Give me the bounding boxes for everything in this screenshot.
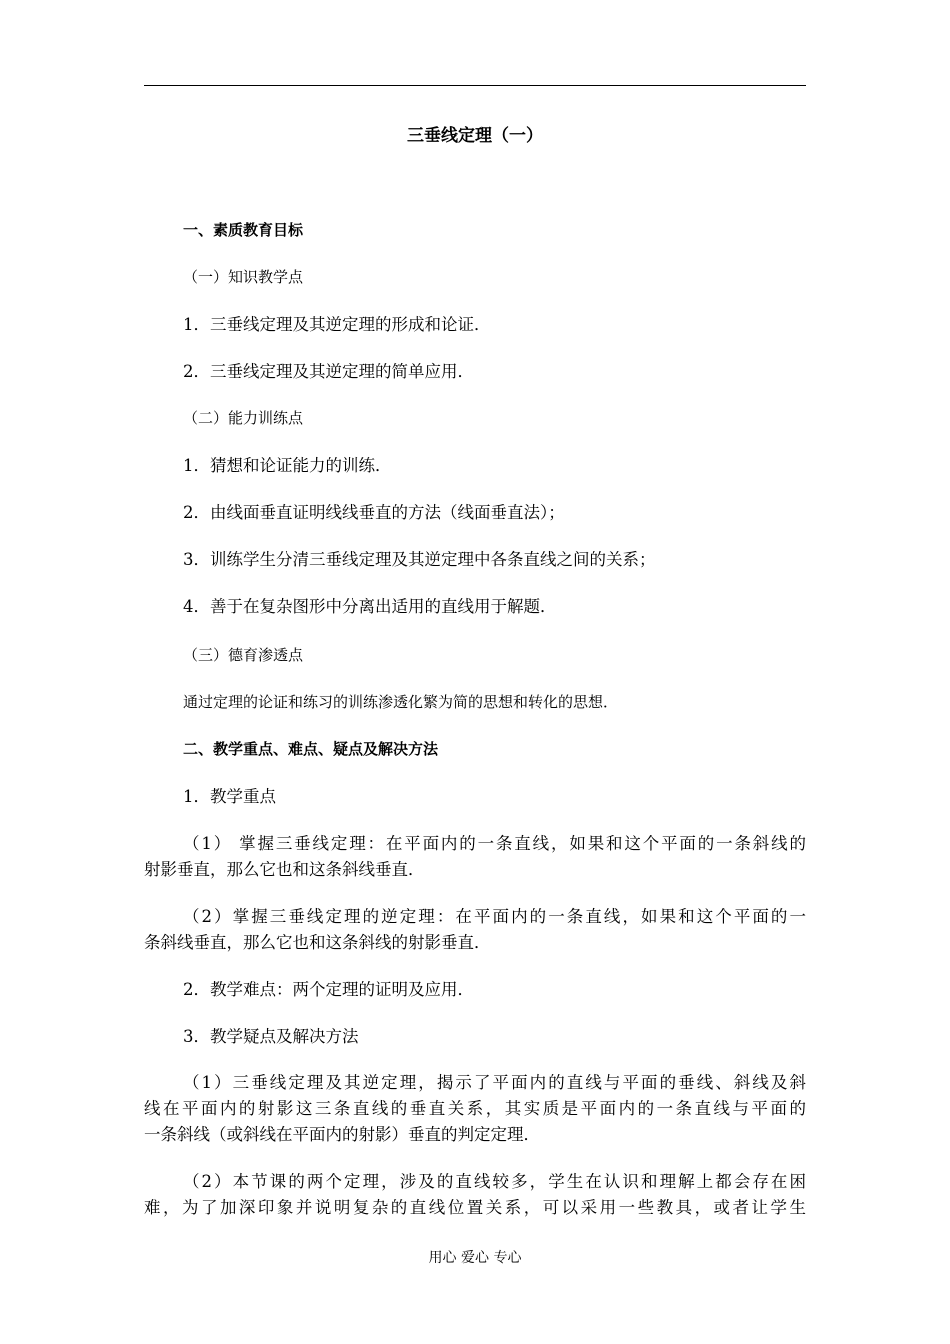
focus-paragraph-2-line-1: （2）掌握三垂线定理的逆定理：在平面内的一条直线，如果和这个平面的一 [183, 907, 806, 926]
ability-item-4: 4．善于在复杂图形中分离出适用的直线用于解题． [183, 597, 557, 616]
header-rule [144, 85, 806, 86]
doubts-paragraph-1-line-1: （1）三垂线定理及其逆定理，揭示了平面内的直线与平面的垂线、斜线及斜 [183, 1073, 806, 1092]
focus-paragraph-1-line-1: （1） 掌握三垂线定理：在平面内的一条直线，如果和这个平面的一条斜线的 [183, 834, 806, 853]
knowledge-item-2: 2．三垂线定理及其逆定理的简单应用． [183, 362, 474, 381]
focus-paragraph-1-line-2: 射影垂直，那么它也和这条斜线垂直． [144, 860, 425, 879]
page-title: 三垂线定理（一） [407, 126, 543, 146]
teaching-doubts-label: 3．教学疑点及解决方法 [183, 1027, 359, 1046]
doubts-paragraph-1-line-3: 一条斜线（或斜线在平面内的射影）垂直的判定定理． [144, 1125, 540, 1144]
knowledge-item-1: 1．三垂线定理及其逆定理的形成和论证． [183, 315, 491, 334]
doubts-paragraph-2-line-1: （2）本节课的两个定理，涉及的直线较多，学生在认识和理解上都会存在困 [183, 1172, 806, 1191]
section-heading-2: 二、教学重点、难点、疑点及解决方法 [183, 740, 439, 758]
focus-paragraph-2-line-2: 条斜线垂直，那么它也和这条斜线的射影垂直． [144, 933, 491, 952]
ability-item-3: 3．训练学生分清三垂线定理及其逆定理中各条直线之间的关系； [183, 550, 656, 569]
doubts-paragraph-1-line-2: 线在平面内的射影这三条直线的垂直关系，其实质是平面内的一条直线与平面的 [144, 1099, 806, 1118]
subheading-knowledge: （一）知识教学点 [183, 268, 304, 286]
section-heading-1: 一、素质教育目标 [183, 221, 304, 239]
teaching-focus-label: 1．教学重点 [183, 787, 276, 806]
teaching-difficulty: 2．教学难点：两个定理的证明及应用． [183, 980, 474, 999]
moral-text: 通过定理的论证和练习的训练渗透化繁为简的思想和转化的思想． [183, 693, 619, 711]
subheading-ability: （二）能力训练点 [183, 409, 304, 427]
subheading-moral: （三）德育渗透点 [183, 646, 304, 664]
ability-item-2: 2．由线面垂直证明线线垂直的方法（线面垂直法）； [183, 503, 565, 522]
ability-item-1: 1．猜想和论证能力的训练． [183, 456, 392, 475]
doubts-paragraph-2-line-2: 难，为了加深印象并说明复杂的直线位置关系，可以采用一些教具，或者让学生 [144, 1198, 806, 1217]
page-footer: 用心 爱心 专心 [428, 1250, 522, 1266]
